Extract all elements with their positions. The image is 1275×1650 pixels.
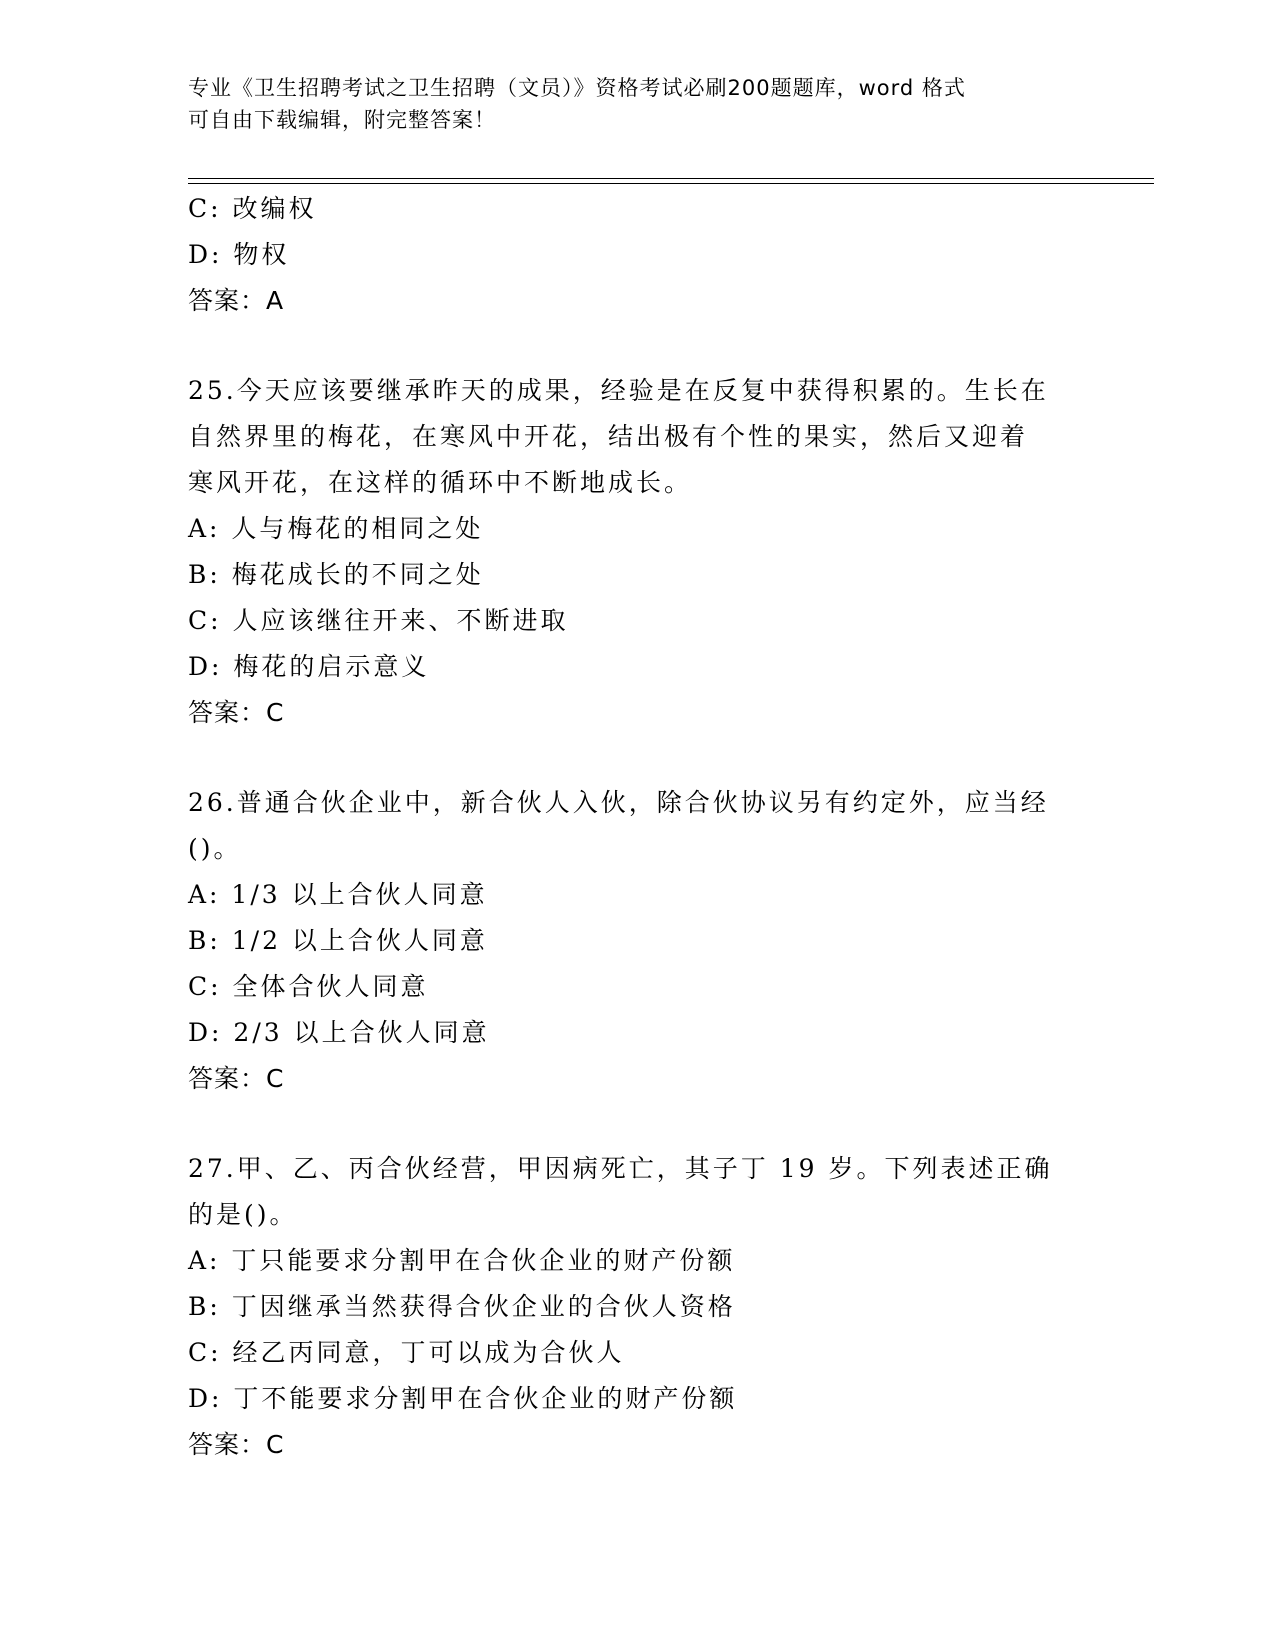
- option-c: C: 全体合伙人同意: [188, 972, 429, 1001]
- header-divider-top: [188, 178, 1154, 179]
- option-d: D: 2/3 以上合伙人同意: [188, 1018, 490, 1047]
- option-a: A: 1/3 以上合伙人同意: [188, 880, 488, 909]
- answer-line: 答案：C: [188, 698, 285, 727]
- spacer: [188, 1102, 1088, 1146]
- question-text: [188, 368, 1068, 506]
- question-text: [188, 1146, 1068, 1238]
- option-b: B: 1/2 以上合伙人同意: [188, 926, 488, 955]
- question-27: [188, 1146, 1088, 1468]
- header-line-2: 可自由下载编辑，附完整答案！: [188, 108, 496, 132]
- option-c: C: 经乙丙同意，丁可以成为合伙人: [188, 1338, 625, 1367]
- question-text-line: ()。: [188, 834, 242, 863]
- document-header: [188, 72, 1068, 136]
- question-text-line: 27.甲、乙、丙合伙经营，甲因病死亡，其子丁 19 岁。下列表述正确: [188, 1154, 1053, 1183]
- answer-line: 答案：C: [188, 1064, 285, 1093]
- spacer: [188, 324, 1088, 368]
- header-line-1: 专业《卫生招聘考试之卫生招聘（文员）》资格考试必刷200题题库，word 格式: [188, 76, 966, 100]
- option-c: C: 改编权: [188, 194, 317, 223]
- option-d: D: 丁不能要求分割甲在合伙企业的财产份额: [188, 1384, 738, 1413]
- question-25: [188, 368, 1088, 736]
- answer-line: 答案：A: [188, 286, 285, 315]
- spacer: [188, 736, 1088, 780]
- question-list: [188, 186, 1088, 1468]
- option-d: D: 梅花的启示意义: [188, 652, 430, 681]
- option-c: C: 人应该继往开来、不断进取: [188, 606, 569, 635]
- question-text-line: 自然界里的梅花，在寒风中开花，结出极有个性的果实，然后又迎着: [188, 422, 1029, 451]
- option-a: A: 人与梅花的相同之处: [188, 514, 484, 543]
- question-text-line: 的是()。: [188, 1200, 298, 1229]
- answer-line: 答案：C: [188, 1430, 285, 1459]
- question-text-line: 寒风开花，在这样的循环中不断地成长。: [188, 468, 693, 497]
- option-d: D: 物权: [188, 240, 290, 269]
- question-text-line: 25.今天应该要继承昨天的成果，经验是在反复中获得积累的。生长在: [188, 376, 1049, 405]
- option-b: B: 丁因继承当然获得合伙企业的合伙人资格: [188, 1292, 736, 1321]
- question-text: [188, 780, 1068, 872]
- question-text-line: 26.普通合伙企业中，新合伙人入伙，除合伙协议另有约定外，应当经: [188, 788, 1049, 817]
- option-b: B: 梅花成长的不同之处: [188, 560, 484, 589]
- question-26: [188, 780, 1088, 1102]
- header-divider-bottom: [188, 183, 1154, 184]
- question-continuation: [188, 186, 1088, 324]
- option-a: A: 丁只能要求分割甲在合伙企业的财产份额: [188, 1246, 736, 1275]
